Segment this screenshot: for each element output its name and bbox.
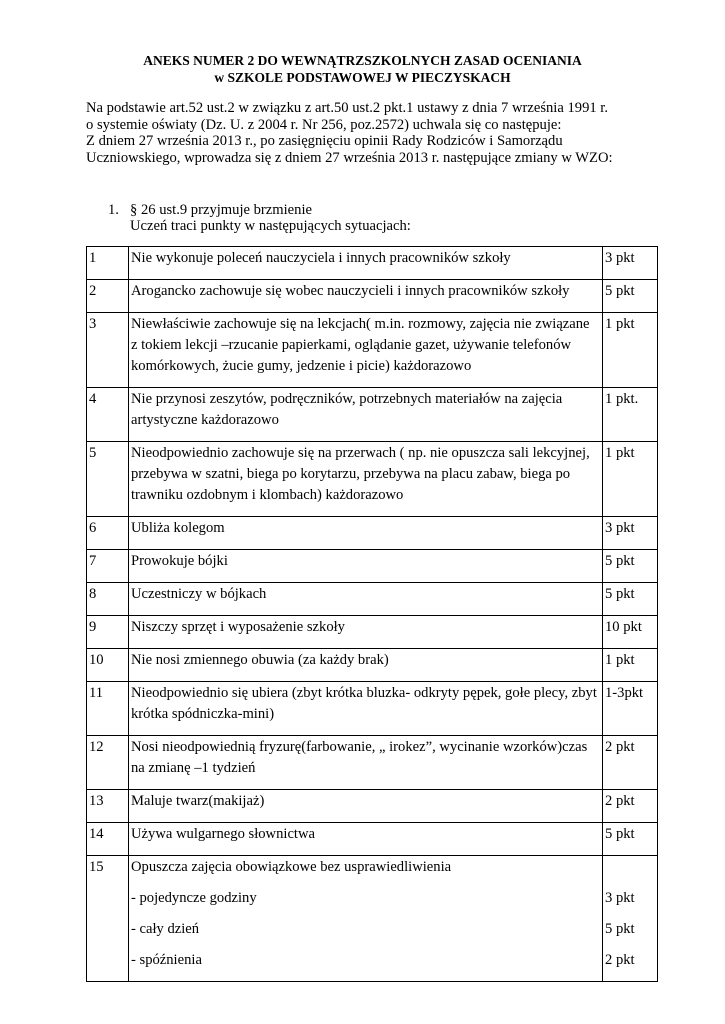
row-points: 1-3pkt — [603, 682, 658, 736]
row-number: 6 — [87, 517, 129, 550]
row-points: 2 pkt — [603, 736, 658, 790]
intro-line: Uczniowskiego, wprowadza się z dniem 27 września 2013 r. następujące zmiany w WZO: — [86, 149, 613, 166]
description-line: na zmianę –1 tydzień — [131, 760, 256, 776]
row-points — [603, 856, 658, 982]
table-row — [87, 550, 658, 583]
sub-item-label: - spóźnienia — [131, 952, 202, 968]
list-item-subheading: Uczeń traci punkty w następujących sytuacjach: — [130, 218, 411, 234]
row-description — [129, 280, 603, 313]
row-number: 4 — [87, 388, 129, 442]
description-line: Niewłaściwie zachowuje się na lekcjach( m.in. rozmowy, zajęcia nie związane — [131, 316, 590, 332]
row-points: 1 pkt. — [603, 388, 658, 442]
table-row — [87, 442, 658, 517]
description-line: Niszczy sprzęt i wyposażenie szkoły — [131, 619, 345, 635]
description-line: komórkowych, żucie gumy, jedzenie i picie) każdorazowo — [131, 358, 472, 374]
row-points: 1 pkt — [603, 649, 658, 682]
description-line: Maluje twarz(makijaż) — [131, 793, 265, 809]
description-line: Prowokuje bójki — [131, 553, 228, 569]
row-number: 1 — [87, 247, 129, 280]
row-description — [129, 790, 603, 823]
description-line: Nie wykonuje poleceń nauczyciela i innych pracowników szkoły — [131, 250, 511, 266]
row-number: 9 — [87, 616, 129, 649]
penalty-points-table-body — [87, 247, 658, 982]
row-points: 2 pkt — [603, 790, 658, 823]
sub-item-points: 2 pkt — [605, 952, 635, 968]
description-line: Nieodpowiednio się ubiera (zbyt krótka bluzka- odkryty pępek, gołe plecy, zbyt — [131, 685, 597, 701]
row-points: 5 pkt — [603, 583, 658, 616]
row-number: 2 — [87, 280, 129, 313]
intro-line: Z dniem 27 września 2013 r., po zasięgnięciu opinii Rady Rodziców i Samorządu — [86, 133, 563, 149]
row-description — [129, 823, 603, 856]
row-number: 11 — [87, 682, 129, 736]
row-description — [129, 313, 603, 388]
description-line: Nosi nieodpowiednią fryzurę(farbowanie, „ irokez”, wycinanie wzorków)czas — [131, 739, 588, 755]
row-description — [129, 388, 603, 442]
row-points: 10 pkt — [603, 616, 658, 649]
row-number: 14 — [87, 823, 129, 856]
row-points: 5 pkt — [603, 550, 658, 583]
row-description — [129, 616, 603, 649]
description-line: Uczestniczy w bójkach — [131, 586, 267, 602]
table-row — [87, 583, 658, 616]
intro-line: Na podstawie art.52 ust.2 w związku z art.50 ust.2 pkt.1 ustawy z dnia 7 września 1991 r. — [86, 100, 609, 116]
table-row — [87, 856, 658, 982]
description-line: Nieodpowiednio zachowuje się na przerwach ( np. nie opuszcza sali lekcyjnej, — [131, 445, 590, 461]
row-number: 12 — [87, 736, 129, 790]
row-points: 3 pkt — [603, 517, 658, 550]
row-description — [129, 649, 603, 682]
description-line: Arogancko zachowuje się wobec nauczycieli i innych pracowników szkoły — [131, 283, 570, 299]
description-line: trawniku ozdobnym i klombach) każdorazowo — [131, 487, 404, 503]
document-title-line1: ANEKS NUMER 2 DO WEWNĄTRZSZKOLNYCH ZASAD OCENIANIA — [143, 53, 582, 68]
description-line: Nie przynosi zeszytów, podręczników, potrzebnych materiałów na zajęcia — [131, 391, 563, 407]
list-item-heading: § 26 ust.9 przyjmuje brzmienie — [130, 202, 312, 218]
row-number: 13 — [87, 790, 129, 823]
description-line: z tokiem lekcji –rzucanie papierkami, oglądanie gazet, używanie telefonów — [131, 337, 572, 353]
row-description — [129, 583, 603, 616]
table-row — [87, 682, 658, 736]
row-description — [129, 550, 603, 583]
row-points: 1 pkt — [603, 442, 658, 517]
description-line: krótka spódniczka-mini) — [131, 706, 275, 722]
table-row — [87, 247, 658, 280]
row-number: 10 — [87, 649, 129, 682]
row-description — [129, 856, 603, 982]
row-points: 3 pkt — [603, 247, 658, 280]
row-description — [129, 736, 603, 790]
table-row — [87, 517, 658, 550]
sub-item-points: 5 pkt — [605, 921, 635, 937]
table-row — [87, 280, 658, 313]
description-line: przebywa w szatni, biega po korytarzu, przebywa na placu zabaw, biega po — [131, 466, 571, 482]
description-line: artystyczne każdorazowo — [131, 412, 279, 428]
row-number: 5 — [87, 442, 129, 517]
penalty-points-table — [86, 246, 658, 982]
description-line: Nie nosi zmiennego obuwia (za każdy brak) — [131, 652, 389, 668]
row-points: 5 pkt — [603, 280, 658, 313]
row-description — [129, 517, 603, 550]
document-title-line2: w SZKOLE PODSTAWOWEJ W PIECZYSKACH — [214, 70, 511, 85]
list-item-number: 1. — [108, 202, 119, 218]
row-description — [129, 682, 603, 736]
table-row — [87, 313, 658, 388]
row-number: 7 — [87, 550, 129, 583]
row-number: 15 — [87, 856, 129, 982]
description-line: Opuszcza zajęcia obowiązkowe bez usprawiedliwienia — [131, 859, 452, 875]
table-row — [87, 823, 658, 856]
sub-item-points: 3 pkt — [605, 890, 635, 906]
intro-paragraph — [86, 100, 696, 166]
description-line: Ubliża kolegom — [131, 520, 225, 536]
row-description — [129, 442, 603, 517]
table-row — [87, 616, 658, 649]
table-row — [87, 649, 658, 682]
sub-item-label: - pojedyncze godziny — [131, 890, 257, 906]
table-row — [87, 790, 658, 823]
row-number: 8 — [87, 583, 129, 616]
sub-item-label: - cały dzień — [131, 921, 200, 937]
intro-line: o systemie oświaty (Dz. U. z 2004 r. Nr 256, poz.2572) uchwala się co następuje: — [86, 116, 562, 133]
row-description — [129, 247, 603, 280]
points-spacer — [605, 857, 655, 878]
description-line: Używa wulgarnego słownictwa — [131, 826, 315, 842]
row-points: 1 pkt — [603, 313, 658, 388]
row-points: 5 pkt — [603, 823, 658, 856]
table-row — [87, 388, 658, 442]
table-row — [87, 736, 658, 790]
row-number: 3 — [87, 313, 129, 388]
